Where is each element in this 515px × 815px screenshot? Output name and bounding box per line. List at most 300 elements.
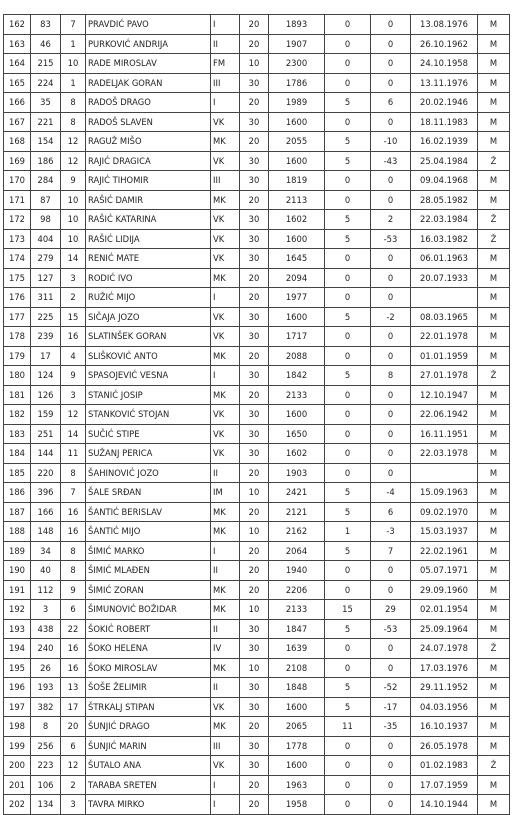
table-row — [4, 795, 510, 815]
title-cell: I — [211, 795, 240, 815]
points-cell: 0 — [325, 15, 371, 35]
group-cell: 16 — [61, 639, 86, 659]
games-cell: 10 — [240, 658, 269, 678]
points-cell: 0 — [325, 34, 371, 54]
birth-date-cell: 17.07.1959 — [411, 775, 478, 795]
number-cell: 154 — [31, 132, 61, 152]
points-cell: 11 — [325, 717, 371, 737]
group-cell: 22 — [61, 619, 86, 639]
games-cell: 30 — [240, 424, 269, 444]
rating-cell: 1958 — [269, 795, 325, 815]
sex-cell: M — [478, 327, 510, 347]
games-cell: 20 — [240, 346, 269, 366]
sex-cell: M — [478, 249, 510, 269]
group-cell: 8 — [61, 112, 86, 132]
rating-cell: 1602 — [269, 444, 325, 464]
number-cell: 112 — [31, 580, 61, 600]
table-row — [4, 112, 510, 132]
change-cell: 0 — [371, 112, 411, 132]
group-cell: 3 — [61, 795, 86, 815]
table-row — [4, 307, 510, 327]
rating-cell: 1645 — [269, 249, 325, 269]
player-name-cell: ŠUNJIĆ DRAGO — [86, 717, 211, 737]
sex-cell: M — [478, 73, 510, 93]
games-cell: 10 — [240, 522, 269, 542]
player-name-cell: RAGUŽ MIŠO — [86, 132, 211, 152]
sex-cell: M — [478, 775, 510, 795]
table-row — [4, 346, 510, 366]
table-row — [4, 736, 510, 756]
rank-cell: 169 — [4, 151, 31, 171]
number-cell: 34 — [31, 541, 61, 561]
title-cell: FM — [211, 54, 240, 74]
rank-cell: 178 — [4, 327, 31, 347]
points-cell: 5 — [325, 619, 371, 639]
birth-date-cell: 09.04.1968 — [411, 171, 478, 191]
group-cell: 10 — [61, 190, 86, 210]
rating-cell: 2133 — [269, 385, 325, 405]
number-cell: 98 — [31, 210, 61, 230]
points-cell: 0 — [325, 775, 371, 795]
rating-cell: 2094 — [269, 268, 325, 288]
rank-cell: 170 — [4, 171, 31, 191]
player-name-cell: RADOŠ DRAGO — [86, 93, 211, 113]
number-cell: 126 — [31, 385, 61, 405]
sex-cell: M — [478, 15, 510, 35]
rank-cell: 179 — [4, 346, 31, 366]
games-cell: 20 — [240, 132, 269, 152]
sex-cell: M — [478, 385, 510, 405]
group-cell: 11 — [61, 444, 86, 464]
points-cell: 0 — [325, 580, 371, 600]
change-cell: 7 — [371, 541, 411, 561]
title-cell: VK — [211, 249, 240, 269]
table-row — [4, 327, 510, 347]
sex-cell: M — [478, 190, 510, 210]
title-cell: IV — [211, 639, 240, 659]
change-cell: 0 — [371, 424, 411, 444]
player-name-cell: ŠIMIĆ ZORAN — [86, 580, 211, 600]
player-name-cell: ŠUTALO ANA — [86, 756, 211, 776]
title-cell: VK — [211, 210, 240, 230]
rating-cell: 1778 — [269, 736, 325, 756]
points-cell: 5 — [325, 483, 371, 503]
rank-cell: 168 — [4, 132, 31, 152]
points-cell: 0 — [325, 756, 371, 776]
change-cell: 29 — [371, 600, 411, 620]
points-cell: 0 — [325, 171, 371, 191]
rank-cell: 172 — [4, 210, 31, 230]
rating-cell: 1907 — [269, 34, 325, 54]
rank-cell: 200 — [4, 756, 31, 776]
rating-cell: 2421 — [269, 483, 325, 503]
title-cell: VK — [211, 327, 240, 347]
sex-cell: M — [478, 34, 510, 54]
points-cell: 5 — [325, 541, 371, 561]
table-row — [4, 366, 510, 386]
points-cell: 5 — [325, 93, 371, 113]
player-name-cell: RODIĆ IVO — [86, 268, 211, 288]
birth-date-cell: 18.11.1983 — [411, 112, 478, 132]
games-cell: 10 — [240, 54, 269, 74]
games-cell: 20 — [240, 463, 269, 483]
rank-cell: 191 — [4, 580, 31, 600]
games-cell: 20 — [240, 190, 269, 210]
group-cell: 12 — [61, 132, 86, 152]
group-cell: 6 — [61, 736, 86, 756]
birth-date-cell: 25.04.1984 — [411, 151, 478, 171]
title-cell: VK — [211, 112, 240, 132]
birth-date-cell: 16.02.1939 — [411, 132, 478, 152]
title-cell: MK — [211, 600, 240, 620]
sex-cell: M — [478, 561, 510, 581]
rating-cell: 1842 — [269, 366, 325, 386]
sex-cell: Ž — [478, 756, 510, 776]
change-cell: 0 — [371, 346, 411, 366]
sex-cell: M — [478, 678, 510, 698]
title-cell: VK — [211, 151, 240, 171]
number-cell: 215 — [31, 54, 61, 74]
change-cell: 0 — [371, 756, 411, 776]
player-name-cell: ŠIMIĆ MLAĐEN — [86, 561, 211, 581]
number-cell: 159 — [31, 405, 61, 425]
games-cell: 30 — [240, 619, 269, 639]
birth-date-cell: 22.03.1978 — [411, 444, 478, 464]
birth-date-cell: 24.07.1978 — [411, 639, 478, 659]
group-cell: 3 — [61, 385, 86, 405]
points-cell: 1 — [325, 522, 371, 542]
change-cell: 0 — [371, 405, 411, 425]
points-cell: 0 — [325, 327, 371, 347]
title-cell: II — [211, 619, 240, 639]
rating-cell: 1786 — [269, 73, 325, 93]
games-cell: 20 — [240, 288, 269, 308]
rating-cell: 2055 — [269, 132, 325, 152]
rank-cell: 174 — [4, 249, 31, 269]
sex-cell: M — [478, 502, 510, 522]
games-cell: 30 — [240, 112, 269, 132]
sex-cell: M — [478, 580, 510, 600]
group-cell: 16 — [61, 327, 86, 347]
group-cell: 10 — [61, 210, 86, 230]
birth-date-cell: 02.01.1954 — [411, 600, 478, 620]
points-cell: 5 — [325, 366, 371, 386]
games-cell: 20 — [240, 541, 269, 561]
rank-cell: 194 — [4, 639, 31, 659]
title-cell: IM — [211, 483, 240, 503]
table-row — [4, 171, 510, 191]
rating-cell: 2065 — [269, 717, 325, 737]
group-cell: 6 — [61, 600, 86, 620]
title-cell: I — [211, 541, 240, 561]
title-cell: MK — [211, 717, 240, 737]
points-cell: 0 — [325, 190, 371, 210]
birth-date-cell: 14.10.1944 — [411, 795, 478, 815]
birth-date-cell: 29.11.1952 — [411, 678, 478, 698]
rating-cell: 1639 — [269, 639, 325, 659]
number-cell: 404 — [31, 229, 61, 249]
sex-cell: M — [478, 483, 510, 503]
rank-cell: 190 — [4, 561, 31, 581]
change-cell: -10 — [371, 132, 411, 152]
rating-cell: 2113 — [269, 190, 325, 210]
table-row — [4, 580, 510, 600]
rating-cell: 1600 — [269, 697, 325, 717]
rank-cell: 189 — [4, 541, 31, 561]
rating-cell: 2133 — [269, 600, 325, 620]
group-cell: 2 — [61, 288, 86, 308]
player-name-cell: RAJIĆ DRAGICA — [86, 151, 211, 171]
rank-cell: 199 — [4, 736, 31, 756]
points-cell: 5 — [325, 502, 371, 522]
games-cell: 30 — [240, 405, 269, 425]
player-name-cell: SLIŠKOVIĆ ANTO — [86, 346, 211, 366]
title-cell: MK — [211, 385, 240, 405]
number-cell: 186 — [31, 151, 61, 171]
birth-date-cell: 20.07.1933 — [411, 268, 478, 288]
change-cell: 0 — [371, 73, 411, 93]
table-row — [4, 268, 510, 288]
group-cell: 9 — [61, 366, 86, 386]
rating-cell: 1893 — [269, 15, 325, 35]
change-cell: -17 — [371, 697, 411, 717]
sex-cell: M — [478, 444, 510, 464]
rating-cell: 1602 — [269, 210, 325, 230]
title-cell: III — [211, 736, 240, 756]
table-row — [4, 54, 510, 74]
rank-cell: 195 — [4, 658, 31, 678]
sex-cell: M — [478, 346, 510, 366]
change-cell: 0 — [371, 385, 411, 405]
games-cell: 20 — [240, 717, 269, 737]
games-cell: 30 — [240, 210, 269, 230]
player-name-cell: STANKOVIĆ STOJAN — [86, 405, 211, 425]
group-cell: 12 — [61, 756, 86, 776]
rank-cell: 182 — [4, 405, 31, 425]
group-cell: 7 — [61, 15, 86, 35]
player-name-cell: RUŽIĆ MIJO — [86, 288, 211, 308]
table-row — [4, 541, 510, 561]
number-cell: 311 — [31, 288, 61, 308]
change-cell: -3 — [371, 522, 411, 542]
group-cell: 12 — [61, 151, 86, 171]
number-cell: 382 — [31, 697, 61, 717]
games-cell: 30 — [240, 678, 269, 698]
points-cell: 5 — [325, 132, 371, 152]
rating-cell: 2108 — [269, 658, 325, 678]
title-cell: VK — [211, 444, 240, 464]
points-cell: 0 — [325, 736, 371, 756]
birth-date-cell: 05.07.1971 — [411, 561, 478, 581]
group-cell: 8 — [61, 561, 86, 581]
group-cell: 9 — [61, 580, 86, 600]
title-cell: I — [211, 366, 240, 386]
birth-date-cell: 26.05.1978 — [411, 736, 478, 756]
rating-cell: 1600 — [269, 112, 325, 132]
birth-date-cell: 15.03.1937 — [411, 522, 478, 542]
birth-date-cell: 17.03.1976 — [411, 658, 478, 678]
sex-cell: M — [478, 93, 510, 113]
points-cell: 5 — [325, 210, 371, 230]
birth-date-cell: 28.05.1982 — [411, 190, 478, 210]
title-cell: MK — [211, 522, 240, 542]
rating-cell: 2206 — [269, 580, 325, 600]
birth-date-cell: 16.10.1937 — [411, 717, 478, 737]
rank-cell: 167 — [4, 112, 31, 132]
number-cell: 396 — [31, 483, 61, 503]
sex-cell: M — [478, 522, 510, 542]
birth-date-cell: 04.03.1956 — [411, 697, 478, 717]
sex-cell: M — [478, 541, 510, 561]
rating-cell: 2121 — [269, 502, 325, 522]
birth-date-cell: 22.01.1978 — [411, 327, 478, 347]
number-cell: 17 — [31, 346, 61, 366]
table-row — [4, 190, 510, 210]
table-row — [4, 775, 510, 795]
number-cell: 134 — [31, 795, 61, 815]
table-row — [4, 93, 510, 113]
change-cell: 0 — [371, 775, 411, 795]
change-cell: 6 — [371, 502, 411, 522]
player-name-cell: SUŽANJ PERICA — [86, 444, 211, 464]
rank-cell: 201 — [4, 775, 31, 795]
number-cell: 279 — [31, 249, 61, 269]
sex-cell: M — [478, 600, 510, 620]
sex-cell: Ž — [478, 210, 510, 230]
sex-cell: M — [478, 697, 510, 717]
sex-cell: M — [478, 112, 510, 132]
rank-cell: 186 — [4, 483, 31, 503]
rank-cell: 166 — [4, 93, 31, 113]
player-rating-table — [3, 14, 510, 815]
rating-cell: 2064 — [269, 541, 325, 561]
birth-date-cell: 01.01.1959 — [411, 346, 478, 366]
sex-cell: Ž — [478, 366, 510, 386]
player-name-cell: STANIĆ JOSIP — [86, 385, 211, 405]
group-cell: 10 — [61, 229, 86, 249]
rating-cell: 2300 — [269, 54, 325, 74]
rank-cell: 193 — [4, 619, 31, 639]
rating-cell: 1600 — [269, 307, 325, 327]
games-cell: 30 — [240, 171, 269, 191]
group-cell: 16 — [61, 658, 86, 678]
birth-date-cell: 06.01.1963 — [411, 249, 478, 269]
rank-cell: 164 — [4, 54, 31, 74]
number-cell: 284 — [31, 171, 61, 191]
table-row — [4, 619, 510, 639]
title-cell: II — [211, 561, 240, 581]
games-cell: 30 — [240, 73, 269, 93]
points-cell: 0 — [325, 54, 371, 74]
birth-date-cell: 25.09.1964 — [411, 619, 478, 639]
rank-cell: 180 — [4, 366, 31, 386]
player-name-cell: SPASOJEVIĆ VESNA — [86, 366, 211, 386]
number-cell: 220 — [31, 463, 61, 483]
sex-cell: M — [478, 717, 510, 737]
change-cell: 0 — [371, 561, 411, 581]
table-row — [4, 561, 510, 581]
title-cell: I — [211, 15, 240, 35]
title-cell: VK — [211, 697, 240, 717]
player-name-cell: ŠUNJIĆ MARIN — [86, 736, 211, 756]
birth-date-cell: 13.11.1976 — [411, 73, 478, 93]
table-row — [4, 249, 510, 269]
group-cell: 2 — [61, 775, 86, 795]
rank-cell: 173 — [4, 229, 31, 249]
games-cell: 30 — [240, 697, 269, 717]
sex-cell: Ž — [478, 229, 510, 249]
title-cell: II — [211, 463, 240, 483]
points-cell: 0 — [325, 385, 371, 405]
rating-cell: 1940 — [269, 561, 325, 581]
rating-cell: 2162 — [269, 522, 325, 542]
points-cell: 0 — [325, 561, 371, 581]
games-cell: 20 — [240, 15, 269, 35]
player-name-cell: TAVRA MIRKO — [86, 795, 211, 815]
number-cell: 239 — [31, 327, 61, 347]
change-cell: 0 — [371, 444, 411, 464]
rating-cell: 1963 — [269, 775, 325, 795]
player-name-cell: PRAVDIĆ PAVO — [86, 15, 211, 35]
sex-cell: M — [478, 54, 510, 74]
games-cell: 30 — [240, 327, 269, 347]
table-row — [4, 463, 510, 483]
player-name-cell: ŠANTIĆ BERISLAV — [86, 502, 211, 522]
rating-cell: 1650 — [269, 424, 325, 444]
games-cell: 10 — [240, 483, 269, 503]
number-cell: 224 — [31, 73, 61, 93]
title-cell: VK — [211, 424, 240, 444]
number-cell: 87 — [31, 190, 61, 210]
points-cell: 0 — [325, 463, 371, 483]
table-row — [4, 132, 510, 152]
number-cell: 46 — [31, 34, 61, 54]
table-row — [4, 424, 510, 444]
points-cell: 5 — [325, 307, 371, 327]
games-cell: 30 — [240, 366, 269, 386]
rating-cell: 1600 — [269, 151, 325, 171]
change-cell: 0 — [371, 15, 411, 35]
number-cell: 148 — [31, 522, 61, 542]
points-cell: 0 — [325, 268, 371, 288]
points-cell: 5 — [325, 697, 371, 717]
rating-cell: 1848 — [269, 678, 325, 698]
number-cell: 240 — [31, 639, 61, 659]
birth-date-cell: 16.11.1951 — [411, 424, 478, 444]
rating-cell: 1903 — [269, 463, 325, 483]
change-cell: 0 — [371, 580, 411, 600]
birth-date-cell: 08.03.1965 — [411, 307, 478, 327]
sex-cell: Ž — [478, 639, 510, 659]
player-name-cell: RAŠIĆ LIDIJA — [86, 229, 211, 249]
player-name-cell: RAŠIĆ DAMIR — [86, 190, 211, 210]
points-cell: 5 — [325, 678, 371, 698]
group-cell: 1 — [61, 34, 86, 54]
change-cell: -53 — [371, 229, 411, 249]
games-cell: 30 — [240, 229, 269, 249]
birth-date-cell: 27.01.1978 — [411, 366, 478, 386]
points-cell: 0 — [325, 73, 371, 93]
change-cell: -52 — [371, 678, 411, 698]
title-cell: MK — [211, 268, 240, 288]
birth-date-cell: 26.10.1962 — [411, 34, 478, 54]
table-row — [4, 210, 510, 230]
number-cell: 83 — [31, 15, 61, 35]
rating-cell: 1819 — [269, 171, 325, 191]
points-cell: 0 — [325, 112, 371, 132]
rank-cell: 183 — [4, 424, 31, 444]
points-cell: 0 — [325, 658, 371, 678]
